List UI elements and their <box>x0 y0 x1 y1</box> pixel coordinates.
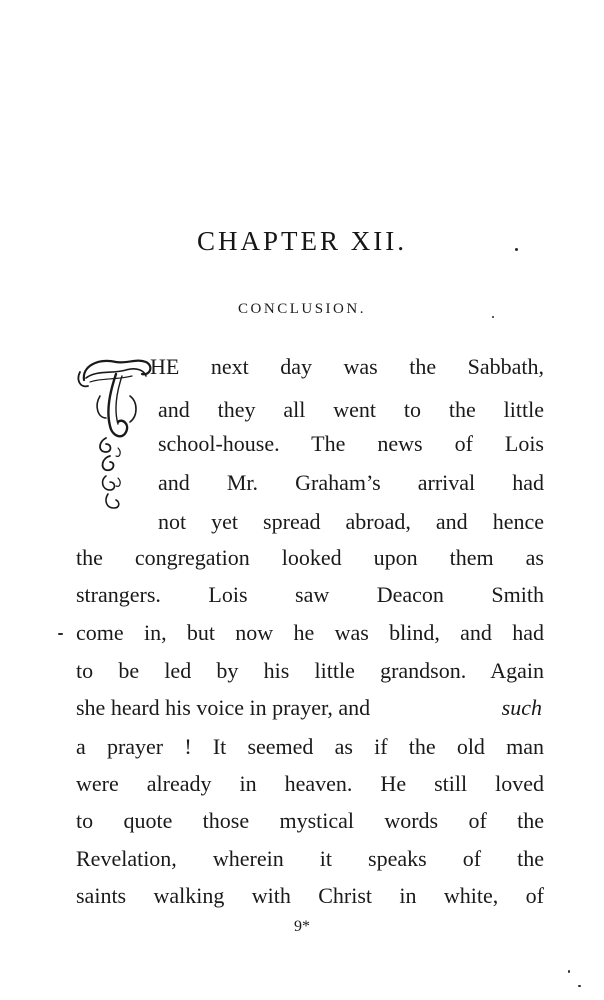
scan-speck <box>492 316 494 318</box>
body-line: to quote those mystical words of the <box>76 808 544 833</box>
body-line: were already in heaven. He still loved <box>76 771 544 796</box>
body-line: strangers. Lois saw Deacon Smith <box>76 582 544 607</box>
body-line: and Mr. Graham’s arrival had <box>158 470 544 495</box>
body-line: and they all went to the little <box>158 397 544 422</box>
body-line: Revelation, wherein it speaks of the <box>76 846 544 871</box>
ornamental-drop-cap <box>76 352 156 522</box>
body-line-text: she heard his voice in prayer, and <box>76 695 371 720</box>
body-line: come in, but now he was blind, and had <box>76 620 544 645</box>
page-number: 9* <box>294 918 310 935</box>
scan-speck <box>515 248 518 251</box>
emphasized-word: such <box>501 695 542 720</box>
body-line <box>76 695 544 721</box>
body-line: school-house. The news of Lois <box>158 431 544 456</box>
scan-speck <box>578 985 581 987</box>
body-line: to be led by his little grandson. Again <box>76 658 544 683</box>
scan-speck <box>568 970 570 973</box>
body-line: the congregation looked upon them as <box>76 545 544 570</box>
body-line: saints walking with Christ in white, of <box>76 883 544 908</box>
body-line: not yet spread abroad, and hence <box>158 509 544 534</box>
chapter-subtitle: CONCLUSION. <box>238 301 366 317</box>
body-line: HE next day was the Sabbath, <box>150 354 544 379</box>
body-line: a prayer ! It seemed as if the old man <box>76 734 544 759</box>
chapter-heading: CHAPTER XII. <box>197 226 407 256</box>
scan-speck <box>58 633 63 635</box>
